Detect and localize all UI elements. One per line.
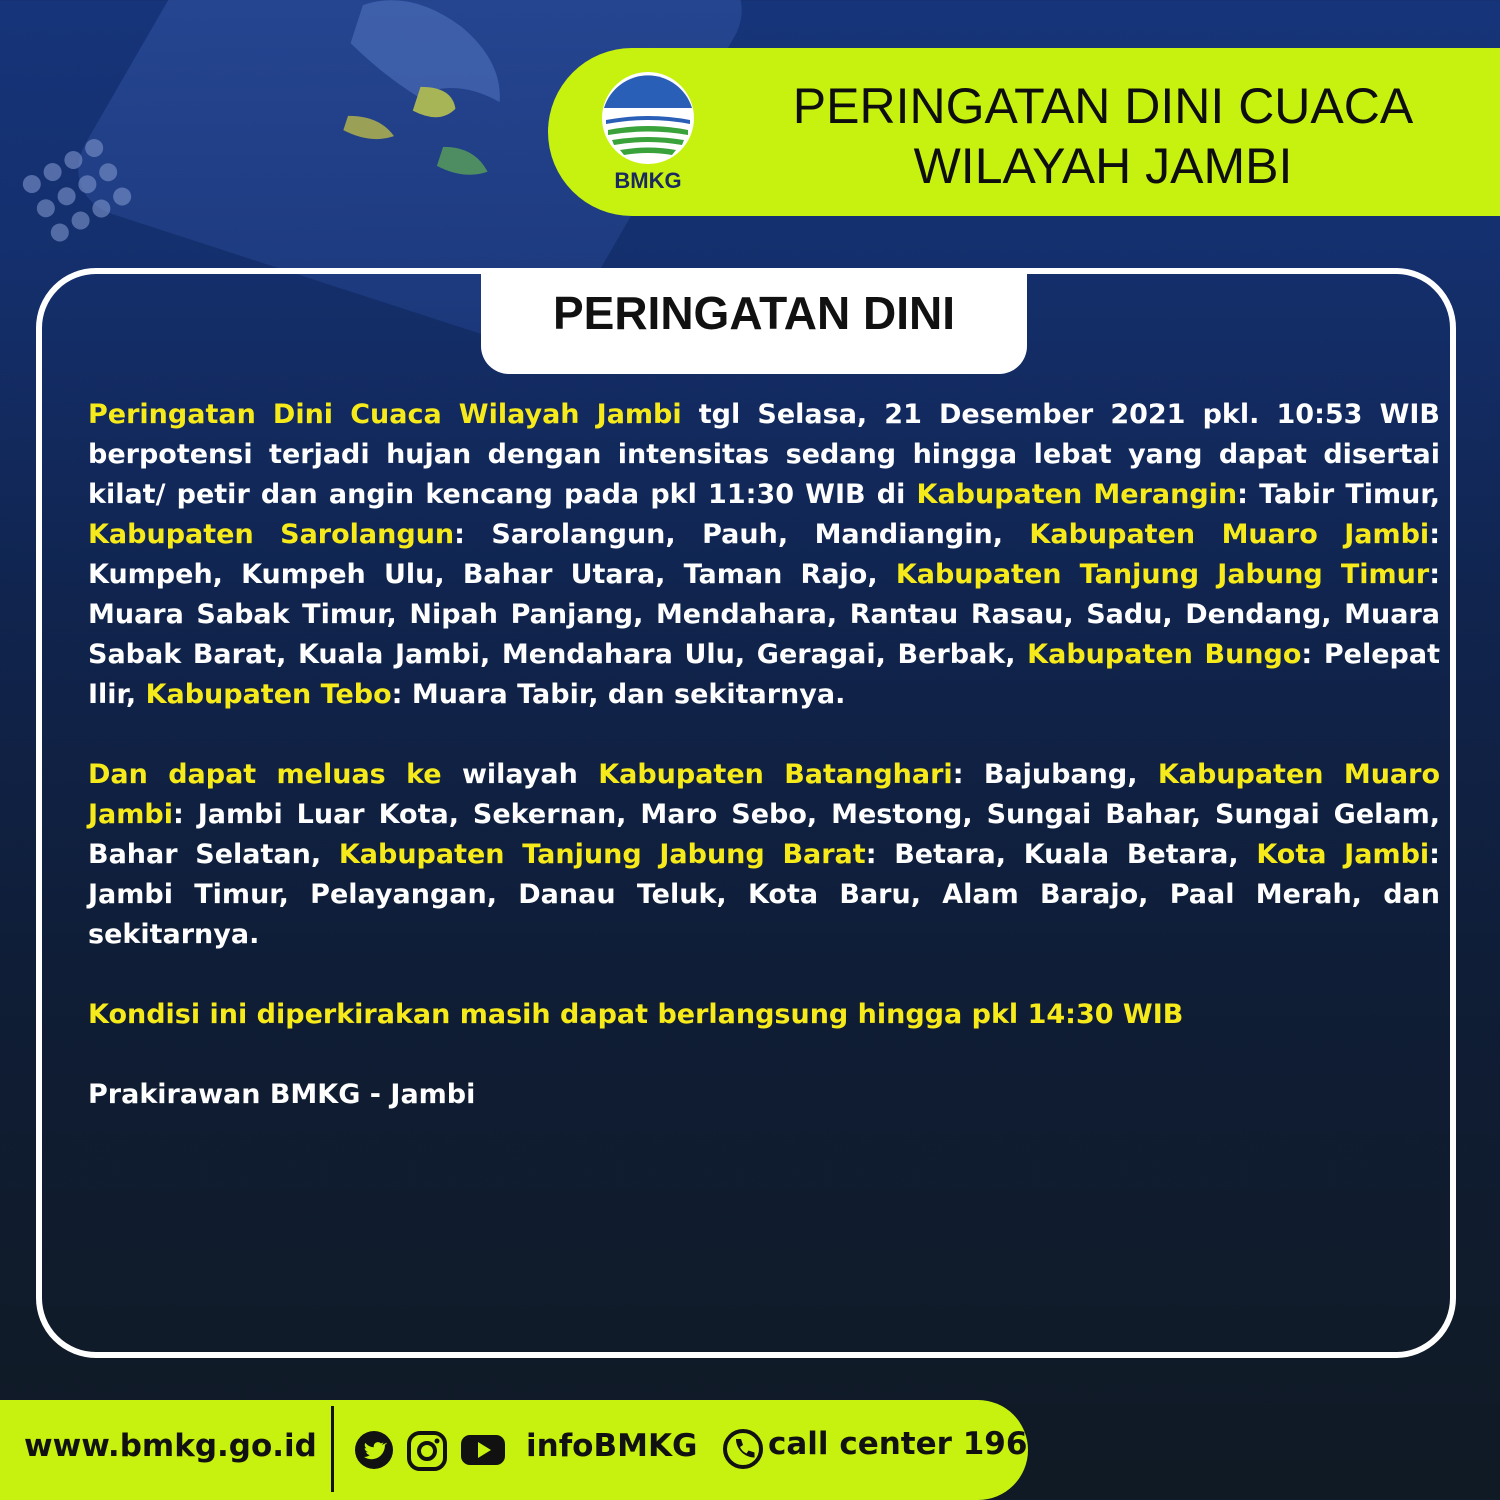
- warning-paragraph-expansion: [88, 755, 1440, 955]
- bmkg-logo: [598, 68, 698, 198]
- highlighted-text-segment: Kabupaten Bungo: [1027, 639, 1302, 670]
- highlighted-text-segment: Peringatan Dini Cuaca Wilayah Jambi: [88, 399, 682, 430]
- logo-label: BMKG: [614, 168, 682, 193]
- phone-icon: [722, 1428, 764, 1470]
- bmkg-logo-icon: [598, 68, 698, 168]
- highlighted-text-segment: Kabupaten Muaro Jambi: [1029, 519, 1430, 550]
- text-segment: tgl Selasa, 21 Desember 2021 pkl. 10:53 WIB berpotensi terjadi hujan dengan intensitas sedang hingga lebat yang dapat disertai kilat/ petir dan angin kencang pada pkl 11:30 WIB di: [88, 399, 1441, 510]
- highlighted-text-segment: Kabupaten Batanghari: [598, 759, 953, 790]
- highlighted-text-segment: Kabupaten Tebo: [145, 679, 392, 710]
- page-title: [748, 76, 1458, 196]
- footer-divider: [331, 1406, 334, 1492]
- panel-title: PERINGATAN DINI: [552, 287, 956, 339]
- highlighted-text-segment: Kabupaten Tanjung Jabung Barat: [338, 839, 866, 870]
- text-segment: : Jambi Timur, Pelayangan, Danau Teluk, Kota Baru, Alam Barajo, Paal Merah, dan sekitarnya.: [88, 839, 1440, 950]
- website-link[interactable]: www.bmkg.go.id: [24, 1428, 317, 1464]
- header-banner: [548, 48, 1500, 216]
- text-segment: : Tabir Timur,: [1237, 479, 1440, 510]
- youtube-icon[interactable]: [460, 1430, 506, 1470]
- highlighted-text-segment: Kabupaten Muaro Jambi: [88, 759, 1441, 830]
- text-segment: : Kumpeh, Kumpeh Ulu, Bahar Utara, Taman Rajo,: [88, 519, 1440, 590]
- warning-paragraph-main: [88, 395, 1440, 715]
- text-segment: : Betara, Kuala Betara,: [865, 839, 1257, 870]
- highlighted-text-segment: Kabupaten Tanjung Jabung Timur: [895, 559, 1430, 590]
- warning-content: [88, 395, 1440, 1115]
- text-segment: : Jambi Luar Kota, Sekernan, Maro Sebo, Mestong, Sungai Bahar, Sungai Gelam, Bahar Selatan,: [88, 799, 1440, 870]
- call-center-text[interactable]: call center 196: [768, 1426, 1028, 1462]
- twitter-icon[interactable]: [354, 1430, 394, 1470]
- text-segment: : Muara Sabak Timur, Nipah Panjang, Mendahara, Rantau Rasau, Sadu, Dendang, Muara Sabak Barat, Kuala Jambi, Mendahara Ulu, Geragai, Berbak,: [88, 559, 1440, 670]
- footer-bar: [0, 1400, 1028, 1500]
- forecaster-signature: Prakirawan BMKG - Jambi: [88, 1079, 476, 1110]
- condition-text: Kondisi ini diperkirakan masih dapat berlangsung hingga pkl 14:30 WIB: [88, 999, 1184, 1030]
- title-line-1: PERINGATAN DINI CUACA: [792, 78, 1414, 134]
- text-segment: wilayah: [441, 759, 599, 790]
- text-segment: : Muara Tabir, dan sekitarnya.: [391, 679, 846, 710]
- text-segment: : Bajubang,: [952, 759, 1158, 790]
- panel-tab: [481, 268, 1027, 374]
- instagram-icon[interactable]: [406, 1430, 448, 1472]
- highlighted-text-segment: Kabupaten Sarolangun: [88, 519, 455, 550]
- text-segment: : Pelepat Ilir,: [88, 639, 1440, 710]
- title-line-2: WILAYAH JAMBI: [913, 138, 1293, 194]
- highlighted-text-segment: Kota Jambi: [1256, 839, 1430, 870]
- highlighted-text-segment: Kabupaten Merangin: [916, 479, 1238, 510]
- social-handle[interactable]: infoBMKG: [526, 1428, 698, 1464]
- highlighted-text-segment: Dan dapat meluas ke: [88, 759, 442, 790]
- text-segment: : Sarolangun, Pauh, Mandiangin,: [454, 519, 1030, 550]
